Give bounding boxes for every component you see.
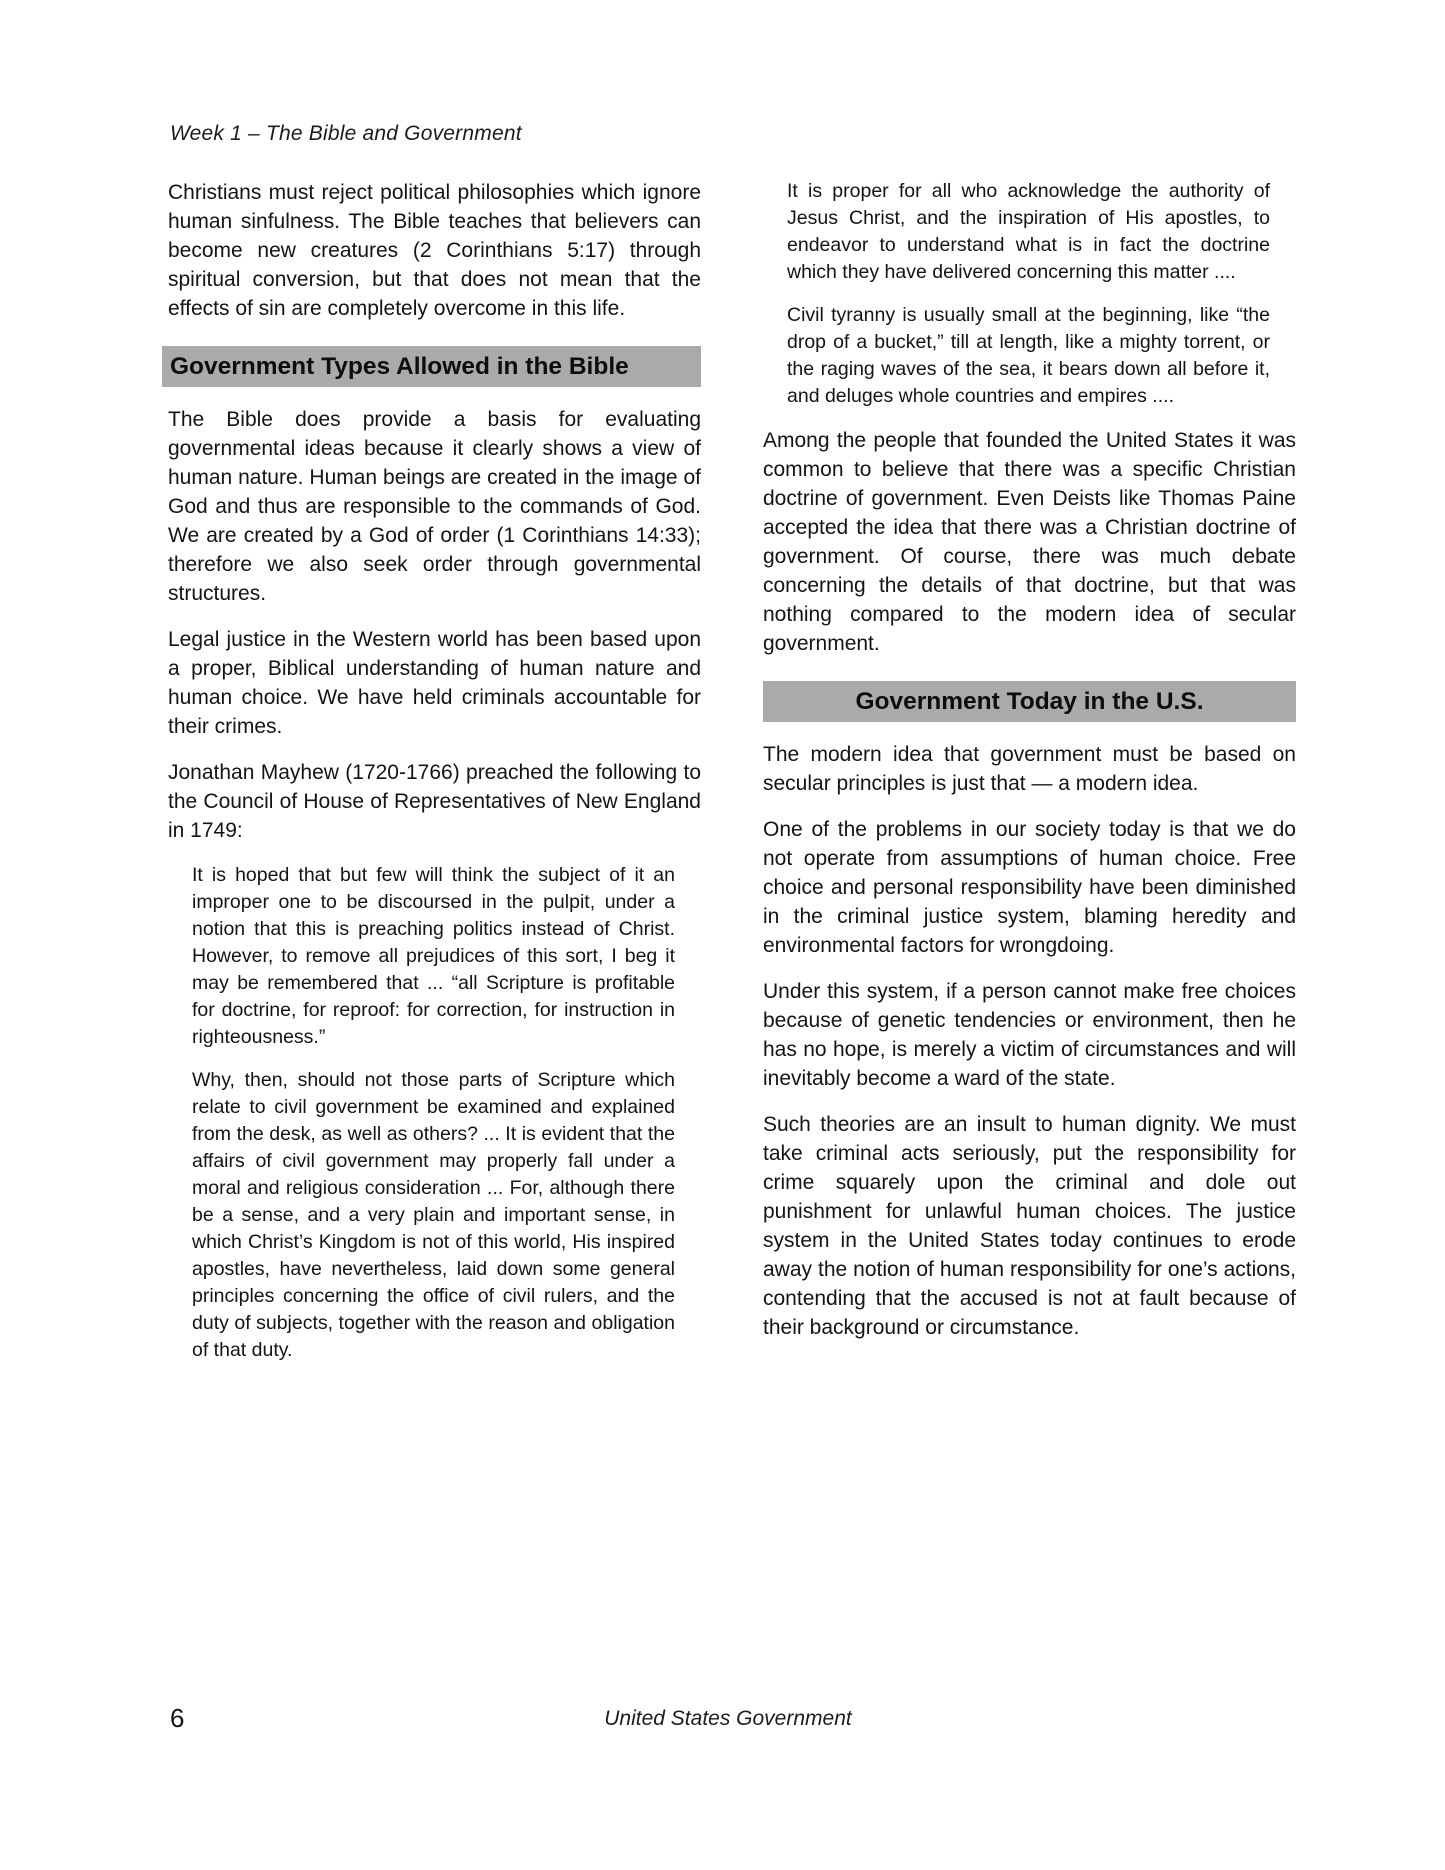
paragraph-legal-justice: Legal justice in the Western world has been based upon a proper, Biblical understanding of human nature and human choice. We have held criminals accountable for their crimes. <box>168 628 701 738</box>
right-column <box>763 178 1296 1380</box>
blockquote-mayhew-why-then: Why, then, should not those parts of Scripture which relate to civil government be examined and explained from the desk, as well as others? ... It is evident that the affairs of civil government may properly fall under a moral and religious consideration ... For, although there be a sense, and a very plain and important sense, in which Christ’s Kingdom is not of this world, His inspired apostles, have nevertheless, laid down some general principles concerning the office of civil rulers, and the duty of subjects, together with the reason and obligation of that duty. <box>192 1069 675 1361</box>
paragraph-such-theories: Such theories are an insult to human dignity. We must take criminal acts seriously, put the responsibility for crime squarely upon the criminal and dole out punishment for unlawful human choices. The justice system in the United States today continues to erode away the notion of human responsibility for one’s actions, contending that the accused is not at fault because of their background or circumstance. <box>763 1113 1296 1339</box>
section-heading-government-today: Government Today in the U.S. <box>763 681 1296 722</box>
paragraph-christians-reject: Christians must reject political philosophies which ignore human sinfulness. The Bible teaches that believers can become new creatures (2 Corinthians 5:17) through spiritual conversion, but that does not mean that the effects of sin are completely overcome in this life. <box>168 181 701 320</box>
paragraph-among-founders: Among the people that founded the United States it was common to believe that there was a specific Christian doctrine of government. Even Deists like Thomas Paine accepted the idea that there was a Christian doctrine of government. Of course, there was much debate concerning the details of that doctrine, but that was nothing compared to the modern idea of secular government. <box>763 429 1296 655</box>
section-heading-government-types: Government Types Allowed in the Bible <box>162 346 701 387</box>
paragraph-bible-basis: The Bible does provide a basis for evaluating governmental ideas because it clearly shows a view of human nature. Human beings are created in the image of God and thus are responsible to the commands of God. We are created by a God of order (1 Corinthians 14:33); therefore we also seek order through governmental structures. <box>168 408 701 605</box>
page-number: 6 <box>170 1703 185 1733</box>
blockquote-civil-tyranny: Civil tyranny is usually small at the beginning, like “the drop of a bucket,” till at length, like a mighty torrent, or the raging waves of the sea, it bears down all before it, and deluges whole countries and empires .... <box>787 304 1270 407</box>
blockquote-mayhew-hoped: It is hoped that but few will think the subject of it an improper one to be discoursed in the pulpit, under a notion that this is preaching politics instead of Christ. However, to remove all prejudices of this sort, I beg it may be remembered that ... “all Scripture is profitable for doctrine, for reproof: for correction, for instruction in righteousness.” <box>192 864 675 1048</box>
footer-title: United States Government <box>604 1707 852 1730</box>
running-header: Week 1 – The Bible and Government <box>170 122 522 145</box>
paragraph-society-problems: One of the problems in our society today is that we do not operate from assumptions of human choice. Free choice and personal responsibility have been diminished in the criminal justice system, blaming heredity and environmental factors for wrongdoing. <box>763 818 1296 957</box>
paragraph-jonathan-mayhew: Jonathan Mayhew (1720-1766) preached the following to the Council of House of Representatives of New England in 1749: <box>168 761 701 842</box>
left-column <box>168 178 701 1380</box>
paragraph-modern-idea: The modern idea that government must be based on secular principles is just that — a modern idea. <box>763 743 1296 795</box>
paragraph-under-this-system: Under this system, if a person cannot make free choices because of genetic tendencies or environment, then he has no hope, is merely a victim of circumstances and will inevitably become a ward of the state. <box>763 980 1296 1090</box>
page-footer <box>168 1703 1288 1737</box>
blockquote-proper-acknowledge: It is proper for all who acknowledge the authority of Jesus Christ, and the inspiration of His apostles, to endeavor to understand what is in fact the doctrine which they have delivered concerning this matter .... <box>787 180 1270 283</box>
two-column-body <box>168 178 1296 1380</box>
